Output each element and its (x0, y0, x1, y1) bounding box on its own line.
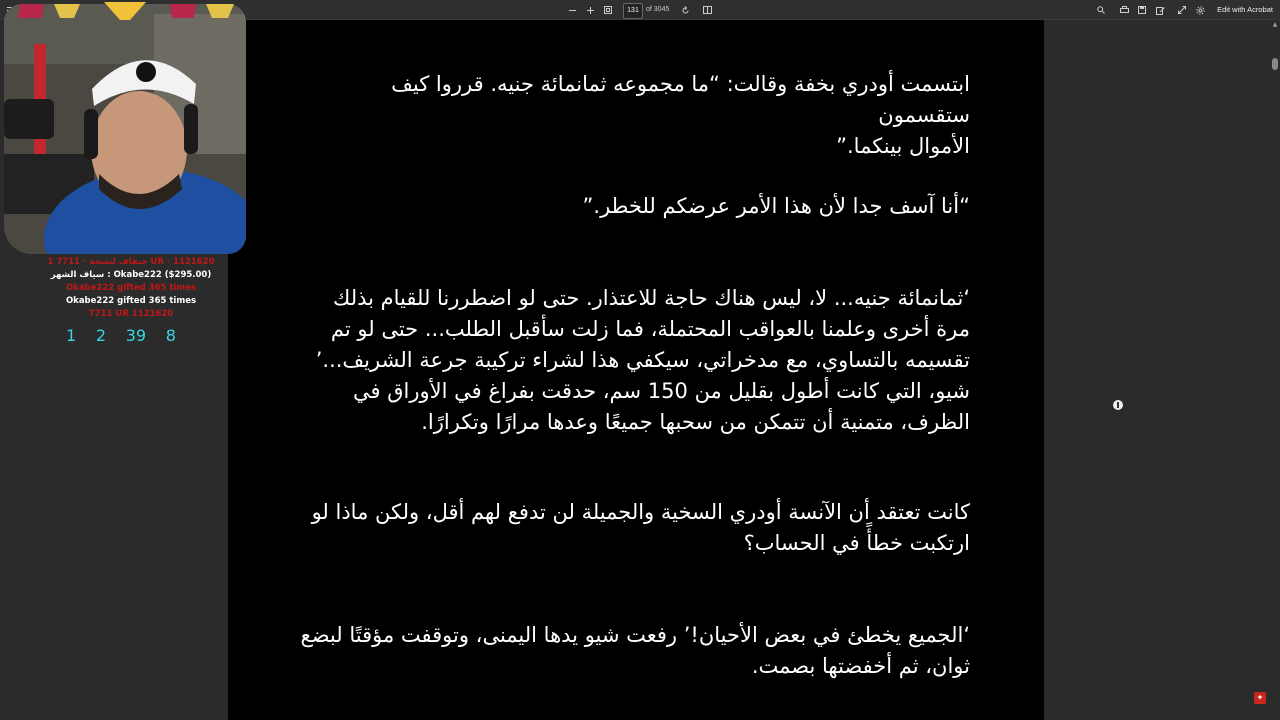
counter-value: 2 (95, 326, 107, 345)
stream-info-panel (36, 256, 226, 321)
text-line: ‘ثمانمائة جنيه... لا، ليس هناك حاجة للاعتذار. حتى لو اضطررنا للقيام بذلك (333, 286, 970, 310)
scroll-thumb[interactable] (1272, 58, 1278, 70)
text-line: ابتسمت أودري بخفة وقالت: “ما مجموعه ثمانمائة جنيه. قرروا كيف ستقسمون (391, 72, 970, 127)
alert-line: 7711 UR 1121620 (88, 309, 174, 319)
print-icon[interactable] (1118, 0, 1130, 20)
counter-value: 1 (66, 326, 77, 345)
text-line: مرة أخرى وعلمنا بالعواقب المحتملة، فما زلت سأقبل الطلب... حتى لو تم (330, 317, 970, 341)
save-icon[interactable] (1136, 0, 1148, 20)
top-donator-line: سياف الشهر : Okabe222 ($295.00) (50, 270, 212, 280)
paragraph (298, 283, 970, 438)
paragraph (298, 620, 970, 682)
text-line: كانت تعتقد أن الآنسة أودري السخية والجميلة لن تدفع لهم أقل، ولكن ماذا لو (311, 500, 970, 524)
page-number-input[interactable]: 131 (623, 3, 643, 19)
scroll-up-icon[interactable]: ▲ (1272, 21, 1278, 28)
alert-line: 1 جيفاف لنسخة · 7711 UR · 1121620 (47, 257, 215, 267)
pdf-page (228, 20, 1044, 720)
zoom-out-icon[interactable] (566, 0, 578, 20)
text-line: الظرف، متمنية أن تتمكن من سحبها جميعًا وعدها مرارًا وتكرارًا. (421, 410, 970, 434)
paragraph (298, 497, 970, 559)
gift-line: Okabe222 gifted 365 times (65, 296, 197, 306)
text-line: ارتكبت خطأً في الحساب؟ (743, 531, 970, 555)
text-line: ‘الجميع يخطئ في بعض الأحيان!’ رفعت شيو يدها اليمنى، وتوقفت مؤقتًا لبضع (300, 623, 970, 647)
mouse-cursor-icon (1113, 400, 1123, 410)
text-line: “أنا آسف جدا لأن هذا الأمر عرضكم للخطر.” (582, 194, 970, 218)
stream-alert-banner (0, 0, 250, 22)
text-line: الأموال بينكما.” (836, 134, 970, 158)
paragraph (298, 191, 970, 222)
paragraph (298, 69, 970, 162)
counter-value: 8 (165, 326, 176, 345)
right-viewer-margin (1044, 20, 1280, 720)
two-page-icon[interactable] (701, 0, 713, 20)
alert-line: Okabe222 gifted 365 times (65, 283, 197, 293)
acrobat-logo-icon[interactable]: ✦ (1254, 692, 1266, 704)
text-line: تقسيمه بالتساوي، مع مدخراتي، سيكفي هذا لشراء تركيبة جرعة الشريف...’ (315, 348, 970, 372)
text-line: ثوان، ثم أخفضتها بصمت. (751, 654, 970, 678)
counter-value: 39 (125, 326, 147, 345)
webcam-overlay (4, 4, 246, 254)
search-icon[interactable] (1095, 0, 1107, 20)
sign-icon[interactable] (1154, 0, 1166, 20)
text-line: شيو، التي كانت أطول بقليل من 150 سم، حدقت بفراغ في الأوراق في (353, 379, 970, 403)
expand-icon[interactable] (1176, 0, 1188, 20)
vertical-scrollbar[interactable] (1272, 22, 1278, 718)
rotate-icon[interactable] (679, 0, 691, 20)
zoom-in-icon[interactable] (584, 0, 596, 20)
stream-counters (66, 326, 176, 348)
fit-page-icon[interactable] (602, 0, 614, 20)
page-total-label: of 3045 (646, 6, 670, 13)
edit-with-acrobat-button[interactable]: Edit with Acrobat (1217, 5, 1273, 14)
settings-icon[interactable] (1194, 0, 1206, 20)
